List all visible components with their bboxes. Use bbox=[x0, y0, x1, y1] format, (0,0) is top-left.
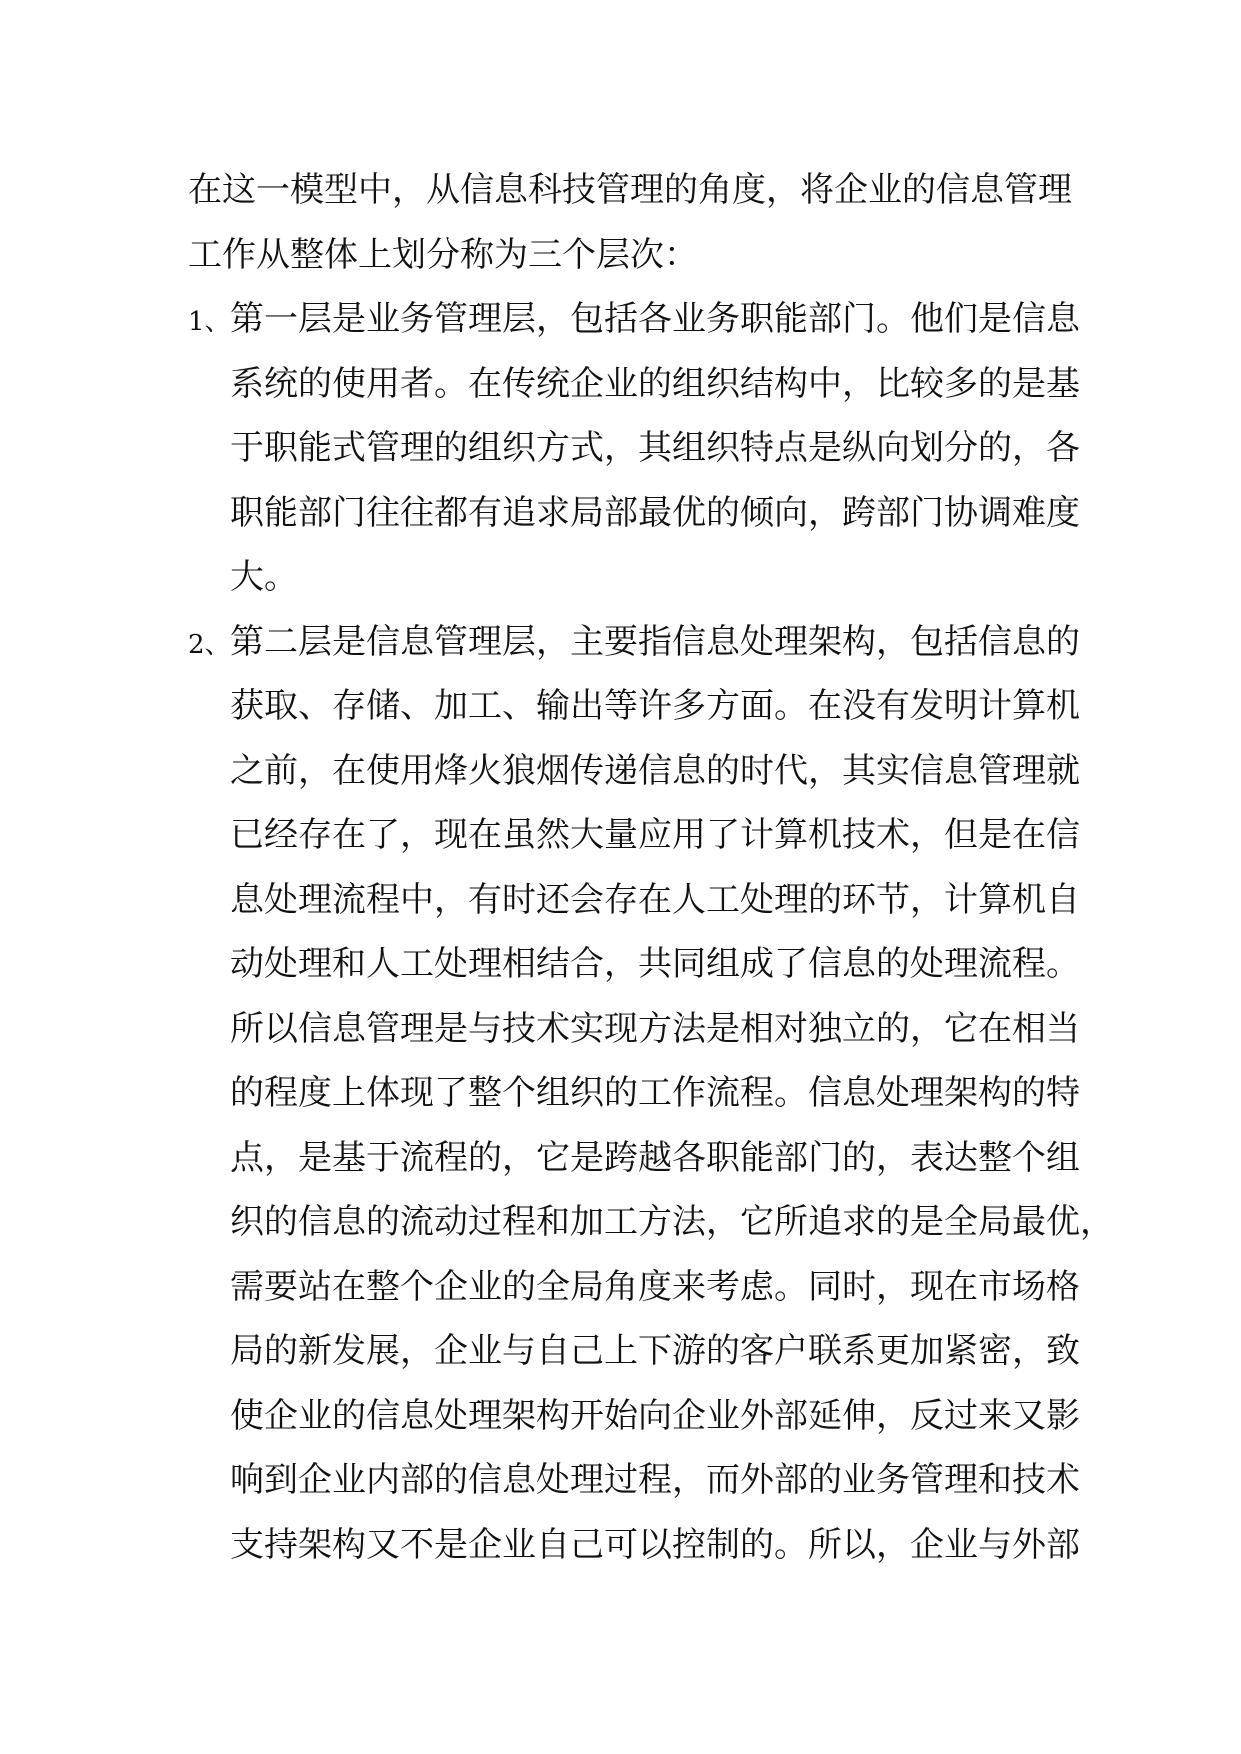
list-item-2-line: 所以信息管理是与技术实现方法是相对独立的，它在相当 bbox=[230, 1008, 1080, 1049]
intro-line: 在这一模型中，从信息科技管理的角度，将企业的信息管理 bbox=[188, 170, 1072, 210]
list-item-number: 1、 bbox=[188, 307, 231, 337]
list-item-2-line: 响到企业内部的信息处理过程，而外部的业务管理和技术 bbox=[230, 1460, 1080, 1500]
list-item-2-line: 动处理和人工处理相结合，共同组成了信息的处理流程。 bbox=[230, 944, 1080, 984]
list-item-2-line: 点，是基于流程的，它是跨越各职能部门的，表达整个组 bbox=[230, 1137, 1080, 1178]
list-item-2-line: 获取、存储、加工、输出等许多方面。在没有发明计算机 bbox=[230, 686, 1080, 726]
intro-line: 工作从整体上划分称为三个层次： bbox=[188, 234, 698, 275]
list-item-2-line: 息处理流程中，有时还会存在人工处理的环节，计算机自 bbox=[230, 879, 1080, 920]
list-item-1-line: 于职能式管理的组织方式，其组织特点是纵向划分的，各 bbox=[230, 428, 1080, 468]
list-item-text: 第一层是业务管理层，包括各业务职能部门。他们是信息 bbox=[230, 299, 1080, 339]
list-item-2-line: 的程度上体现了整个组织的工作流程。信息处理架构的特 bbox=[230, 1073, 1080, 1113]
list-item-1-line: 系统的使用者。在传统企业的组织结构中，比较多的是基 bbox=[230, 363, 1080, 404]
list-item-2-line: 织的信息的流动过程和加工方法，它所追求的是全局最优， bbox=[230, 1202, 1114, 1242]
list-item-2-line: 已经存在了，现在虽然大量应用了计算机技术，但是在信 bbox=[230, 815, 1080, 855]
list-item-2-line: 支持架构又不是企业自己可以控制的。所以，企业与外部 bbox=[230, 1524, 1080, 1565]
list-item-2-line: 需要站在整个企业的全局角度来考虑。同时，现在市场格 bbox=[230, 1266, 1080, 1307]
list-item-number: 2、 bbox=[188, 629, 231, 660]
list-item-2-first-line bbox=[188, 610, 1080, 675]
body-text bbox=[188, 158, 1114, 1577]
list-item-1-first-line bbox=[188, 287, 1080, 352]
list-item-2-line: 使企业的信息处理架构开始向企业外部延伸，反过来又影 bbox=[230, 1395, 1080, 1436]
list-item-1-line: 职能部门往往都有追求局部最优的倾向，跨部门协调难度 bbox=[230, 492, 1080, 533]
list-item-text: 第二层是信息管理层，主要指信息处理架构，包括信息的 bbox=[230, 621, 1080, 662]
list-item-2-line: 局的新发展，企业与自己上下游的客户联系更加紧密，致 bbox=[230, 1331, 1080, 1371]
list-item-2-line: 之前，在使用烽火狼烟传递信息的时代，其实信息管理就 bbox=[230, 750, 1080, 791]
list-item-1-line: 大。 bbox=[230, 557, 298, 597]
